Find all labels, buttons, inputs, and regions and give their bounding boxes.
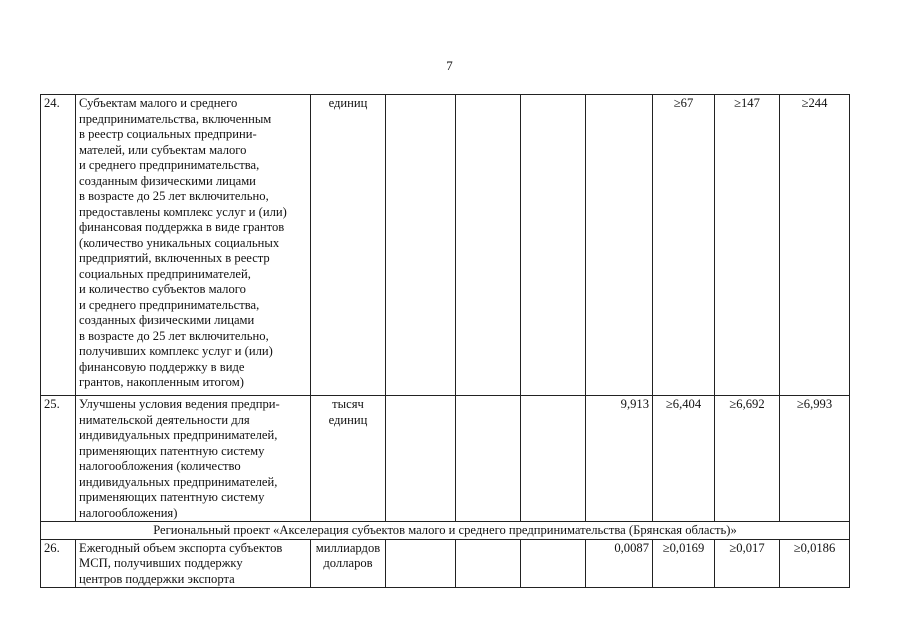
- value-cell: [456, 396, 521, 522]
- value-cell: [521, 396, 586, 522]
- indicators-table: [40, 94, 850, 588]
- value-cell: [456, 95, 521, 396]
- indicator-description: Субъектам малого и среднего предпринимательства, включенным в реестр социальных предприни- мателей, или субъектам малого и среднего предпринимательства, созданным физическими лицами в возрасте до 25 лет включительно, предоставлены комплекс услуг и (или) финансовая поддержка в виде грантов (количество уникальных социальных предприятий, включенных в реестр социальных предпринимателей, и количество субъектов малого и среднего предпринимательства, созданных физическими лицами в возрасте до 25 лет включительно, получивших комплекс услуг и (или) финансовую поддержку в виде грантов, накопленным итогом): [76, 95, 311, 396]
- section-title: Региональный проект «Акселерация субъектов малого и среднего предпринимательства (Брянская область)»: [41, 522, 850, 540]
- value-cell: [386, 396, 456, 522]
- row-number: 25.: [41, 396, 76, 522]
- unit-cell: тысяч единиц: [311, 396, 386, 522]
- table-row: [41, 95, 850, 396]
- value-cell: ≥0,0169: [653, 539, 715, 588]
- value-cell: [386, 539, 456, 588]
- value-cell: ≥0,0186: [780, 539, 850, 588]
- value-cell: [521, 95, 586, 396]
- value-cell: ≥6,993: [780, 396, 850, 522]
- value-cell: ≥6,692: [715, 396, 780, 522]
- table-row: [41, 539, 850, 588]
- value-cell: [586, 95, 653, 396]
- row-number: 24.: [41, 95, 76, 396]
- unit-cell: миллиардов долларов: [311, 539, 386, 588]
- value-cell: [386, 95, 456, 396]
- indicator-description: Ежегодный объем экспорта субъектов МСП, получивших поддержку центров поддержки экспорта: [76, 539, 311, 588]
- value-cell: 9,913: [586, 396, 653, 522]
- value-cell: [521, 539, 586, 588]
- value-cell: ≥147: [715, 95, 780, 396]
- table-row: [41, 396, 850, 522]
- value-cell: ≥67: [653, 95, 715, 396]
- value-cell: [456, 539, 521, 588]
- value-cell: 0,0087: [586, 539, 653, 588]
- page-number: 7: [446, 58, 453, 73]
- section-row: [41, 522, 850, 540]
- row-number: 26.: [41, 539, 76, 588]
- indicator-description: Улучшены условия ведения предпри- нимательской деятельности для индивидуальных предпринимателей, применяющих патентную систему налогообложения (количество индивидуальных предпринимателей, применяющих патентную систему налогообложения): [76, 396, 311, 522]
- value-cell: ≥244: [780, 95, 850, 396]
- value-cell: ≥0,017: [715, 539, 780, 588]
- unit-cell: единиц: [311, 95, 386, 396]
- value-cell: ≥6,404: [653, 396, 715, 522]
